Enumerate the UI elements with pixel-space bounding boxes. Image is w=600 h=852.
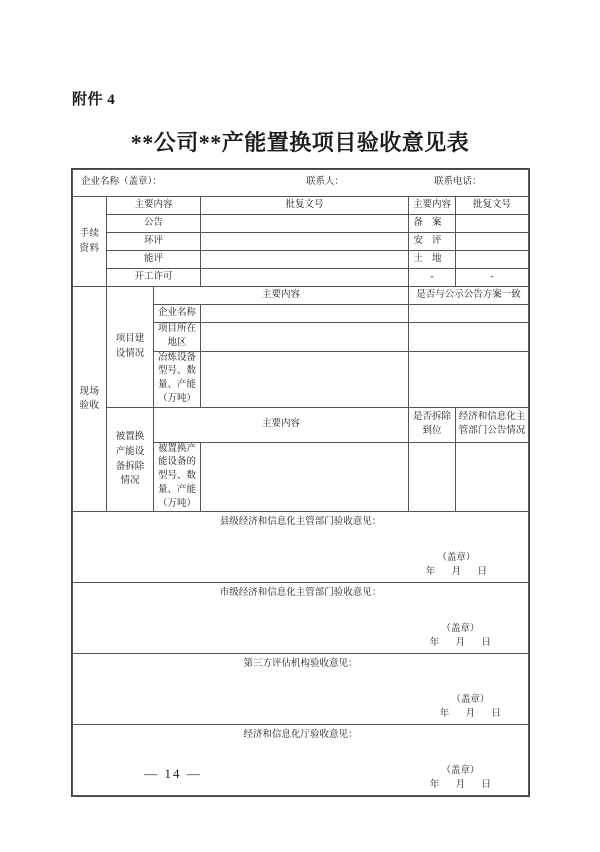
- procedure-item-gonggao: 公告: [107, 215, 201, 233]
- procedures-col-doc-right: 批复文号: [456, 197, 529, 215]
- procedure-item-anping: 安评: [409, 233, 456, 251]
- procedure-item-nengping: 能评: [107, 251, 201, 269]
- dismantle-value-equipment[interactable]: [201, 442, 409, 512]
- dismantle-item-equipment: 被置换产能设备的型号、数量、产能（万吨）: [154, 442, 201, 512]
- procedure-item-huanping: 环评: [107, 233, 201, 251]
- procedure-item-permit: 开工许可: [107, 269, 201, 287]
- opinion-row-county: [73, 512, 529, 583]
- opinion-cell-county[interactable]: [73, 512, 529, 583]
- procedures-col-main-right: 主要内容: [409, 197, 456, 215]
- procedure-permit-dash-middle: -: [409, 269, 456, 287]
- project-consistent-company-name[interactable]: [409, 305, 529, 323]
- procedures-row: [73, 215, 529, 233]
- acceptance-section-label: 现场 验收: [73, 287, 107, 512]
- page-footer: [0, 766, 600, 782]
- procedure-value-anping[interactable]: [456, 233, 529, 251]
- date-label-provincial: 年 月 日: [429, 780, 499, 791]
- date-label-third-party: 年 月 日: [439, 709, 509, 720]
- acceptance-form-table: [72, 169, 529, 796]
- company-name-label: 企业名称（盖章）：: [81, 177, 162, 188]
- project-value-equipment[interactable]: [201, 351, 409, 407]
- dismantle-value-announcement[interactable]: [456, 442, 529, 512]
- header-info-cell: [73, 170, 529, 197]
- procedure-value-permit[interactable]: [201, 269, 409, 287]
- dismantle-header-row: [73, 407, 529, 442]
- seal-label-city: （盖章）: [441, 623, 480, 634]
- dismantle-col-main: 主要内容: [154, 407, 409, 442]
- procedures-permit-row: [73, 269, 529, 287]
- project-consistent-region[interactable]: [409, 323, 529, 352]
- project-value-company-name[interactable]: [201, 305, 409, 323]
- project-col-consistent: 是否与公示公告方案一致: [409, 287, 529, 305]
- opinion-row-city: [73, 583, 529, 654]
- opinion-title-third-party: 第三方评估机构验收意见：: [243, 659, 358, 670]
- signature-block-city: [423, 622, 498, 651]
- attachment-label: 附件 4: [72, 92, 116, 108]
- opinion-title-provincial: 经济和信息化厅验收意见：: [243, 730, 358, 741]
- project-item-region: 项目所在地区: [154, 323, 201, 352]
- procedure-item-beian: 备案: [409, 215, 456, 233]
- project-item-company-name: 企业名称: [154, 305, 201, 323]
- project-value-region[interactable]: [201, 323, 409, 352]
- procedures-col-main-left: 主要内容: [107, 197, 201, 215]
- page-title: **公司**产能置换项目验收意见表: [130, 130, 470, 155]
- contact-phone-label: 联系电话：: [434, 177, 482, 188]
- opinion-row-third-party: [73, 654, 529, 725]
- procedures-col-doc-left: 批复文号: [201, 197, 409, 215]
- project-col-main: 主要内容: [154, 287, 409, 305]
- seal-label-provincial: （盖章）: [441, 765, 480, 776]
- procedures-section-label: 手续 资料: [73, 197, 107, 287]
- procedure-value-nengping[interactable]: [201, 251, 409, 269]
- procedures-row: [73, 251, 529, 269]
- procedure-item-tudi: 土地: [409, 251, 456, 269]
- seal-label-third-party: （盖章）: [451, 694, 490, 705]
- date-label-county: 年 月 日: [425, 567, 495, 578]
- project-consistent-equipment[interactable]: [409, 351, 529, 407]
- dismantle-col-dismantled: 是否拆除到位: [409, 407, 456, 442]
- procedure-value-gonggao[interactable]: [201, 215, 409, 233]
- procedure-value-huanping[interactable]: [201, 233, 409, 251]
- opinion-title-county: 县级经济和信息化主管部门验收意见：: [219, 517, 382, 528]
- contact-person-label: 联系人：: [306, 177, 345, 188]
- form-header-row: [73, 170, 529, 197]
- procedure-permit-dash-right: -: [456, 269, 529, 287]
- project-item-equipment: 冶炼设备型号、数量、产能（万吨）: [154, 351, 201, 407]
- date-label-city: 年 月 日: [429, 638, 499, 649]
- seal-label-county: （盖章）: [437, 552, 476, 563]
- signature-block-third-party: [433, 693, 508, 722]
- signature-block-county: [419, 551, 494, 580]
- opinion-cell-city[interactable]: [73, 583, 529, 654]
- procedure-value-beian[interactable]: [456, 215, 529, 233]
- procedures-row: [73, 233, 529, 251]
- opinion-title-city: 市级经济和信息化主管部门验收意见：: [219, 588, 382, 599]
- dismantle-block-label: 被置换 产能设 备拆除 情况: [107, 407, 154, 512]
- procedure-value-tudi[interactable]: [456, 251, 529, 269]
- project-block-label: 项目建 设情况: [107, 287, 154, 408]
- opinion-cell-provincial[interactable]: [73, 725, 529, 796]
- dismantle-value-dismantled[interactable]: [409, 442, 456, 512]
- page-number-text: — 14 —: [144, 766, 202, 781]
- opinion-cell-third-party[interactable]: [73, 654, 529, 725]
- acceptance-project-header-row: [73, 287, 529, 305]
- opinion-row-provincial: [73, 725, 529, 796]
- dismantle-col-announcement: 经济和信息化主管部门公告情况: [456, 407, 529, 442]
- procedures-header-row: [73, 197, 529, 215]
